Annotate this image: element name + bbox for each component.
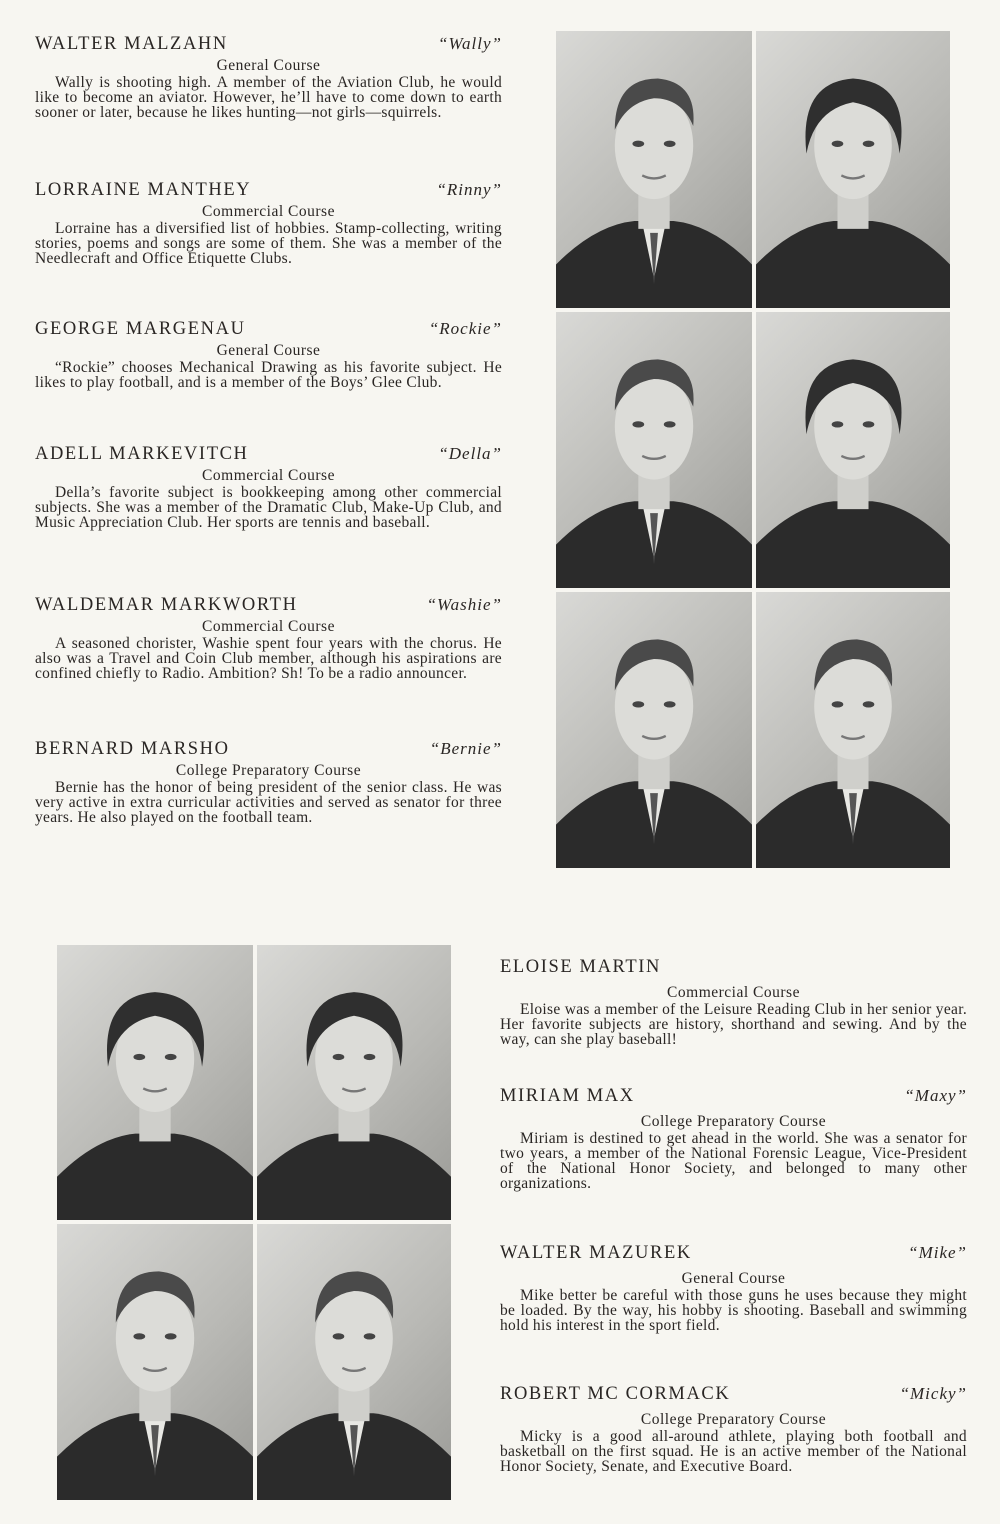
student-course: Commercial Course xyxy=(202,467,335,484)
student-course: College Preparatory Course xyxy=(175,762,362,779)
student-nickname: “Rinny” xyxy=(436,180,502,199)
student-nickname: “Bernie” xyxy=(429,739,502,758)
student-bio: A seasoned chorister, Washie spent four years with the chorus. He also was a Travel and Coin Club member, although his aspirations are confined chiefly to Radio. Ambition? Sh! To be a radio announcer. xyxy=(35,635,502,682)
student-name: MIRIAM MAX xyxy=(500,1086,635,1106)
portrait-photo xyxy=(57,1224,253,1500)
student-nickname: “Della” xyxy=(438,444,502,463)
student-name: ADELL MARKEVITCH xyxy=(35,444,249,464)
student-course: Commercial Course xyxy=(202,618,335,635)
student-name: WALTER MAZUREK xyxy=(500,1243,692,1263)
student-bio: Bernie has the honor of being president of the senior class. He was very active in extra curricular activities and served as senator for three years. He also played on the football team. xyxy=(35,779,502,826)
student-nickname: “Maxy” xyxy=(904,1086,967,1105)
student-bio: Della’s favorite subject is bookkeeping among other commercial subjects. She was a member of the Dramatic Club, Make-Up Club, and Music Appreciation Club. Her sports are tennis and baseball. xyxy=(35,484,502,531)
student-name: WALTER MALZAHN xyxy=(35,34,228,54)
portrait-photo xyxy=(556,592,752,868)
student-course: Commercial Course xyxy=(202,203,335,220)
student-bio: Micky is a good all-around athlete, playing both football and basketball on the first squad. He is an active member of the National Honor Society, Senate, and Executive Board. xyxy=(500,1428,967,1475)
student-entry xyxy=(35,444,502,530)
student-entry xyxy=(500,1086,967,1191)
portrait-photo xyxy=(57,945,253,1220)
student-name: ELOISE MARTIN xyxy=(500,957,661,977)
portrait-photo xyxy=(756,31,950,308)
student-course: College Preparatory Course xyxy=(640,1411,827,1428)
student-entry xyxy=(35,319,502,390)
portrait-grid-top xyxy=(556,31,950,868)
student-entry xyxy=(35,739,502,825)
student-bio: Miriam is destined to get ahead in the world. She was a senator for two years, a member of the National Forensic League, Vice-President of the National Honor Society, and belonged to many other organizations. xyxy=(500,1130,967,1192)
student-entry xyxy=(500,1243,967,1333)
student-course: College Preparatory Course xyxy=(640,1113,827,1130)
portrait-photo xyxy=(556,31,752,308)
student-course: Commercial Course xyxy=(667,984,800,1001)
student-entry xyxy=(500,957,967,1047)
student-name: WALDEMAR MARKWORTH xyxy=(35,595,298,615)
student-nickname: “Washie” xyxy=(426,595,502,614)
portrait-photo xyxy=(556,312,752,588)
student-nickname: “Rockie” xyxy=(428,319,502,338)
portrait-grid-bottom xyxy=(57,945,451,1500)
student-entry xyxy=(35,595,502,681)
portrait-photo xyxy=(257,945,451,1220)
student-entry xyxy=(35,180,502,266)
student-nickname: “Wally” xyxy=(437,34,502,53)
student-nickname: “Mike” xyxy=(908,1243,967,1262)
portrait-photo xyxy=(257,1224,451,1500)
student-course: General Course xyxy=(216,342,321,359)
student-name: LORRAINE MANTHEY xyxy=(35,180,252,200)
student-course: General Course xyxy=(216,57,321,74)
portrait-photo xyxy=(756,592,950,868)
student-nickname: “Micky” xyxy=(899,1384,967,1403)
student-bio: Lorraine has a diversified list of hobbies. Stamp-collecting, writing stories, poems and songs are some of them. She was a member of the Needlecraft and Office Etiquette Clubs. xyxy=(35,220,502,267)
student-name: GEORGE MARGENAU xyxy=(35,319,246,339)
student-bio: Mike better be careful with those guns he uses because they might be loaded. By the way, his hobby is shooting. Baseball and swimming hold his interest in the sport field. xyxy=(500,1287,967,1334)
student-entry xyxy=(500,1384,967,1474)
student-name: BERNARD MARSHO xyxy=(35,739,230,759)
portrait-photo xyxy=(756,312,950,588)
student-course: General Course xyxy=(681,1270,786,1287)
student-entry xyxy=(35,34,502,120)
student-name: ROBERT MC CORMACK xyxy=(500,1384,731,1404)
student-bio: “Rockie” chooses Mechanical Drawing as his favorite subject. He likes to play football, and is a member of the Boys’ Glee Club. xyxy=(35,359,502,391)
student-bio: Wally is shooting high. A member of the Aviation Club, he would like to become an aviator. However, he’ll have to come down to earth sooner or later, because he likes hunting—not girls—squirrels. xyxy=(35,74,502,121)
student-bio: Eloise was a member of the Leisure Reading Club in her senior year. Her favorite subjects are history, shorthand and sewing. And by the way, can she play baseball! xyxy=(500,1001,967,1048)
